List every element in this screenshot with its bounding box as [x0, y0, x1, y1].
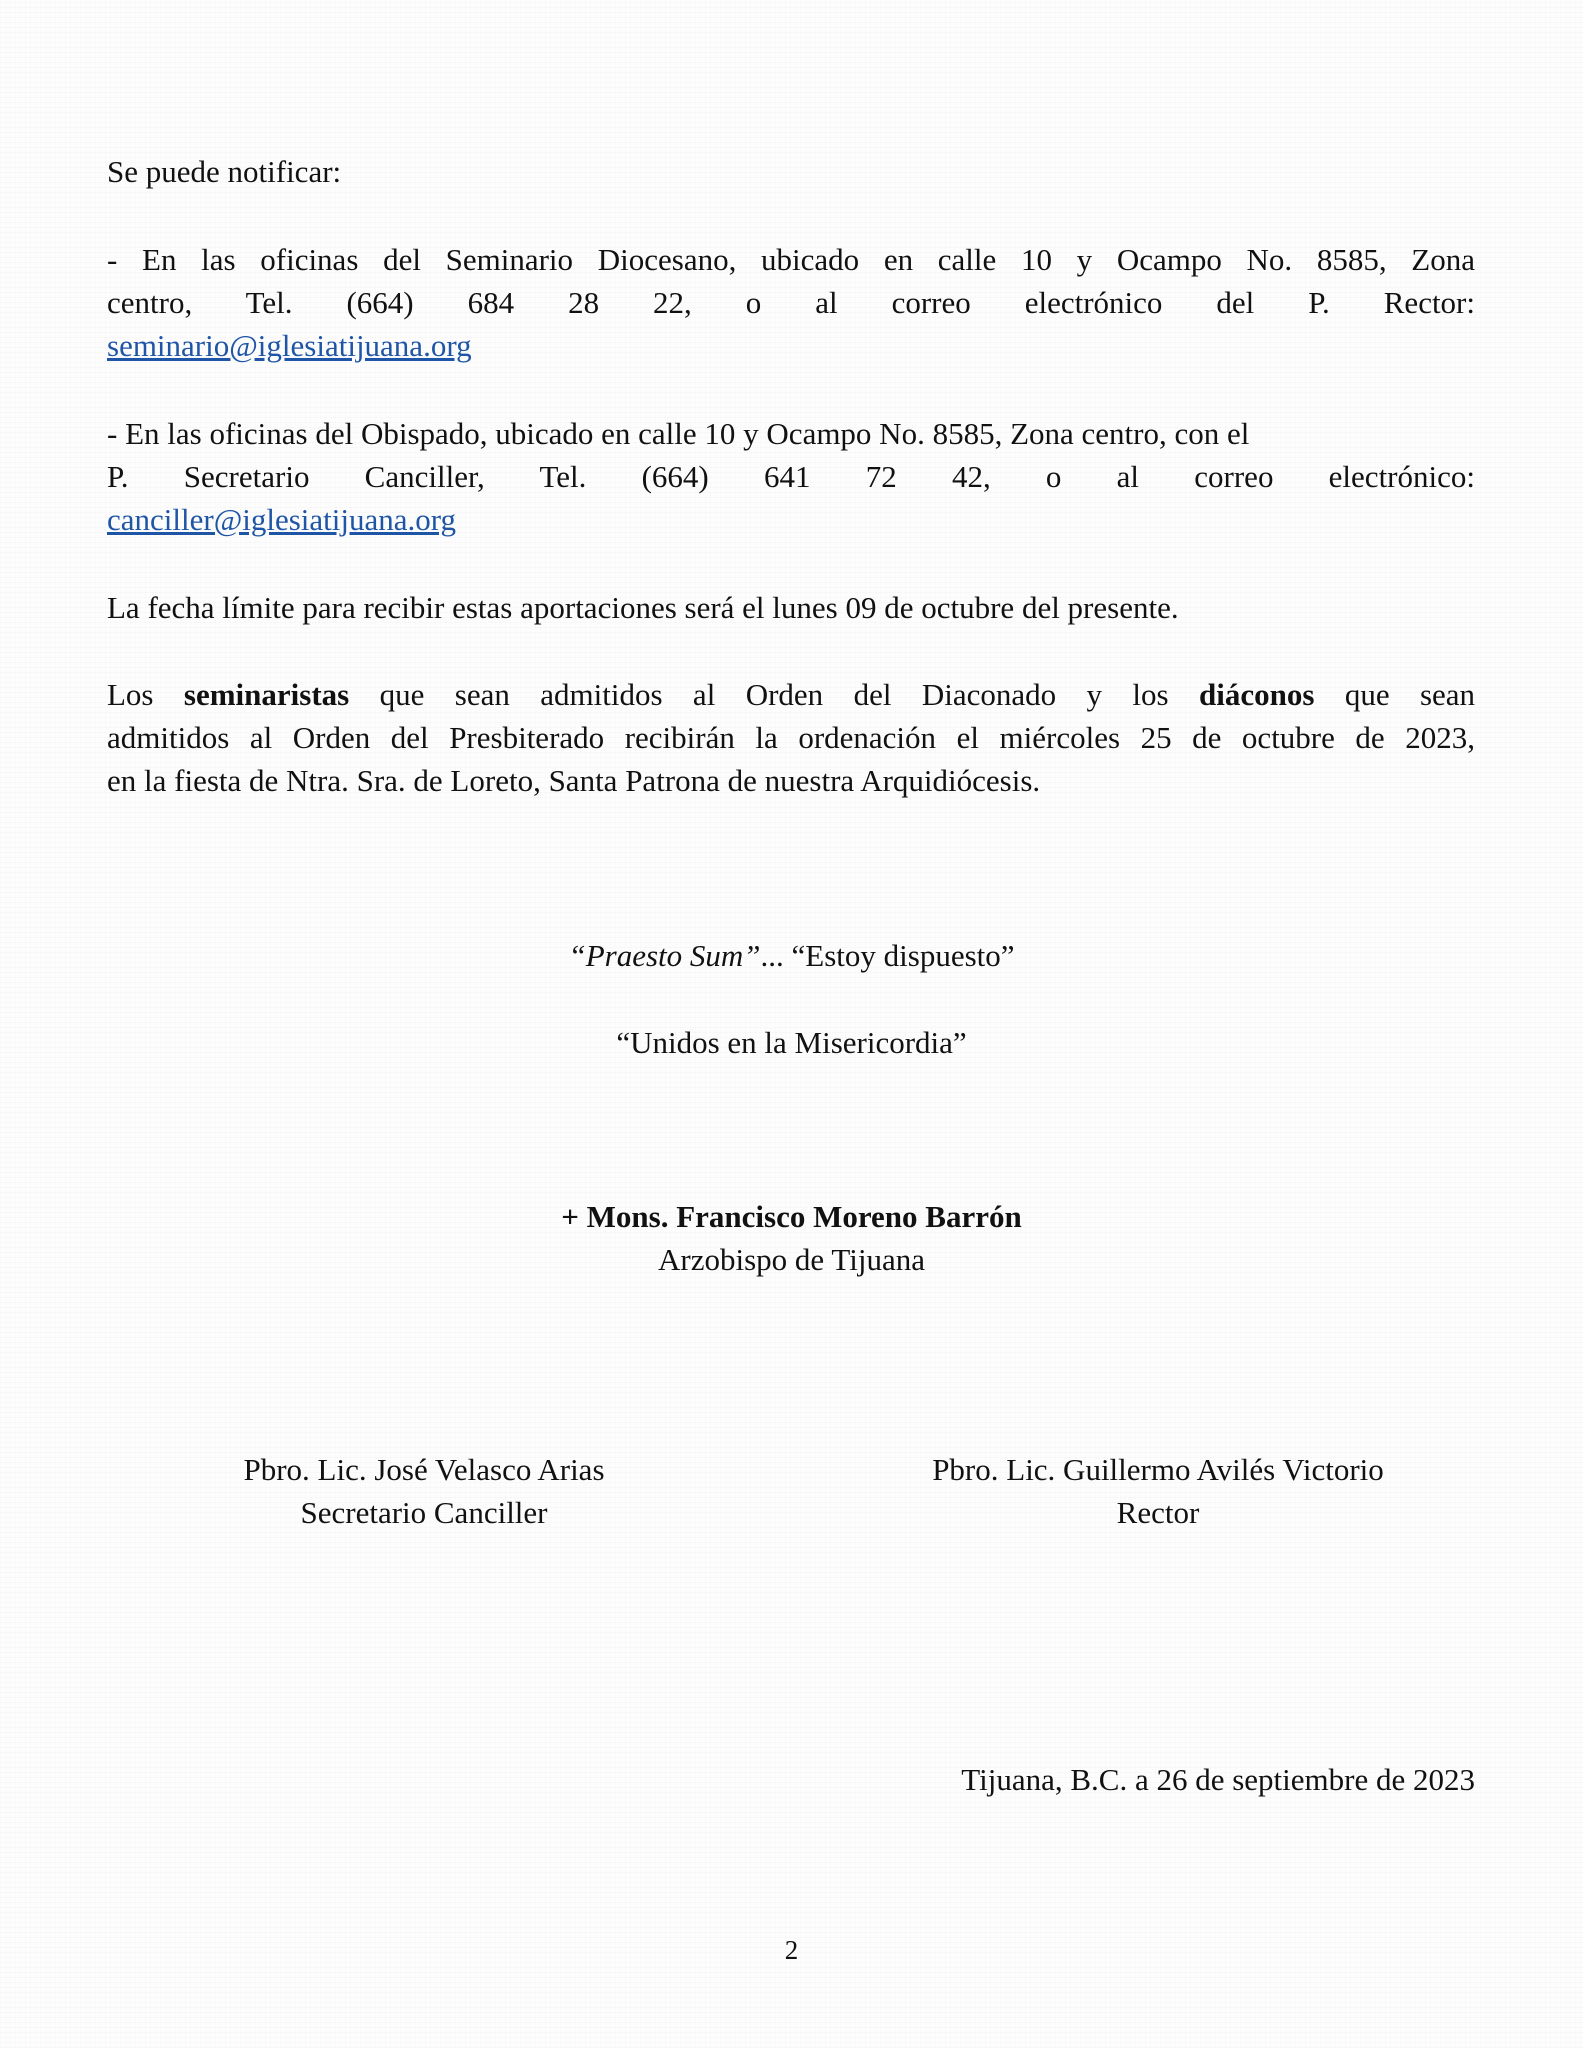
chancellor-name: Pbro. Lic. José Velasco Arias [243, 1452, 605, 1487]
ordination-part-3: que sean [1344, 677, 1476, 712]
ordination-part-1: Los [107, 677, 154, 712]
bishopric-line-1: - En las oficinas del Obispado, ubicado en calle 10 y Ocampo No. 8585, Zona centro, con el [107, 416, 1250, 451]
deadline-text: La fecha límite para recibir estas aportaciones será el lunes 09 de octubre del presente. [107, 590, 1179, 625]
ordination-line-1 [107, 673, 1475, 716]
diaconos-bold: diáconos [1198, 677, 1315, 712]
page-number: 2 [784, 1935, 799, 1965]
motto-misericordia: “Unidos en la Misericordia” [616, 1025, 967, 1060]
bishopric-line-2: P. Secretario Canciller, Tel. (664) 641 72 42, o al correo electrónico: [107, 459, 1475, 494]
ordination-line-2: admitidos al Orden del Presbiterado recibirán la ordenación el miércoles 25 de octubre de 2023, [107, 720, 1475, 755]
motto-latin: “Praesto Sum” [568, 938, 761, 973]
seminary-line-1: - En las oficinas del Seminario Diocesano, ubicado en calle 10 y Ocampo No. 8585, Zona [107, 242, 1475, 277]
place-date: Tijuana, B.C. a 26 de septiembre de 2023 [961, 1762, 1475, 1797]
rector-name: Pbro. Lic. Guillermo Avilés Victorio [932, 1452, 1384, 1487]
chancellor-email-link[interactable]: canciller@iglesiatijuana.org [107, 502, 457, 537]
archbishop-name: + Mons. Francisco Moreno Barrón [561, 1199, 1022, 1234]
ordination-paragraph [107, 673, 1475, 802]
seminaristas-bold: seminaristas [183, 677, 350, 712]
seminary-email-link[interactable]: seminario@iglesiatijuana.org [107, 328, 472, 363]
chancellor-signature [144, 1448, 704, 1534]
rector-signature [878, 1448, 1438, 1534]
motto-praesto-sum [0, 934, 1583, 977]
chancellor-title: Secretario Canciller [300, 1495, 548, 1530]
archbishop-title: Arzobispo de Tijuana [658, 1242, 925, 1277]
seminary-line-2: centro, Tel. (664) 684 28 22, o al correo electrónico del P. Rector: [107, 285, 1475, 320]
ordination-line-3: en la fiesta de Ntra. Sra. de Loreto, Santa Patrona de nuestra Arquidiócesis. [107, 763, 1041, 798]
motto-translation: ... “Estoy dispuesto” [760, 938, 1015, 973]
bishopric-contact-paragraph [107, 412, 1475, 541]
ordination-part-2: que sean admitidos al Orden del Diaconado y los [379, 677, 1169, 712]
seminary-contact-paragraph [107, 238, 1475, 367]
intro-text: Se puede notificar: [107, 154, 342, 189]
archbishop-signature [0, 1195, 1583, 1281]
rector-title: Rector [1116, 1495, 1200, 1530]
